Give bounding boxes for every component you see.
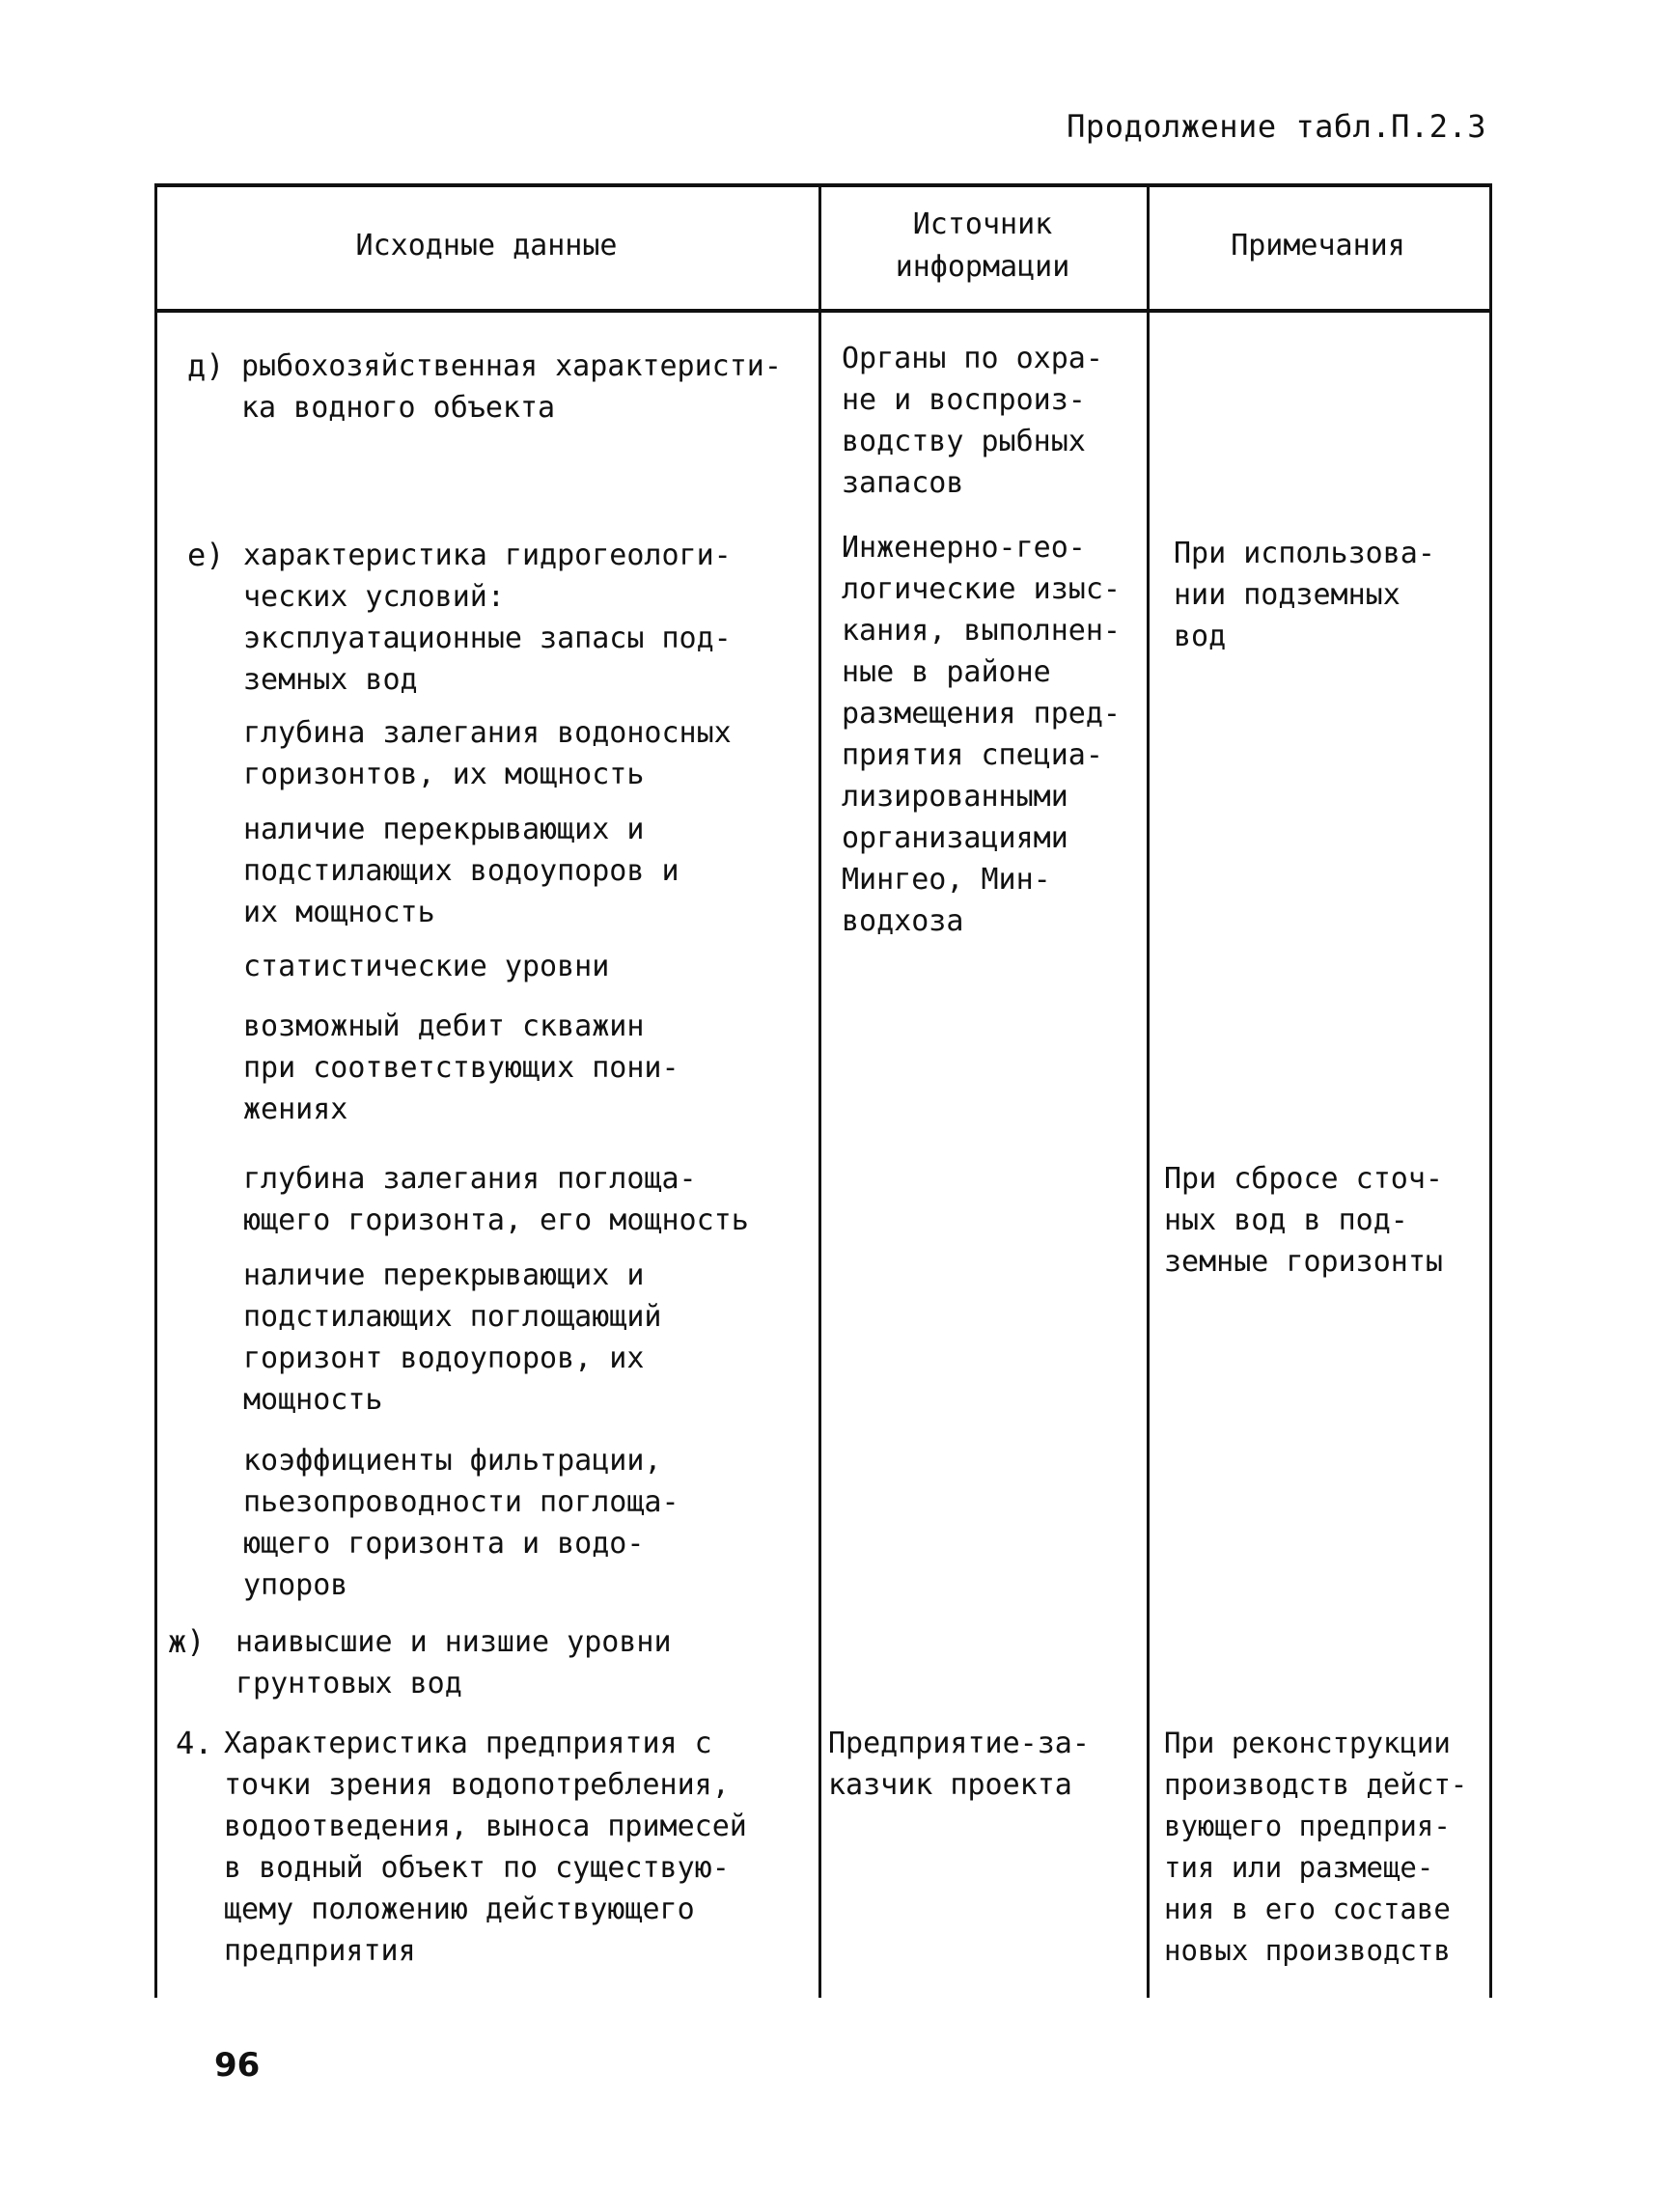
item-marker-zh: ж) (168, 1623, 206, 1660)
item-e-text-aquitards: наличие перекрывающих и подстилающих водоупоров и их мощность (243, 813, 679, 929)
item-marker-e: е) (187, 537, 225, 573)
item-zh-text: наивысшие и низшие уровни грунтовых вод (236, 1625, 672, 1700)
table-caption: Продолжение табл.П.2.3 (1067, 108, 1486, 145)
table-right-border (1489, 183, 1492, 1998)
header-information-source: Источник информации (895, 207, 1070, 284)
item-e-text-absorbing-horizon-depth: глубина залегания поглоща- ющего горизонта, его мощность (243, 1162, 749, 1237)
header-notes: Примечания (1231, 229, 1405, 263)
item-4-text: Характеристика предприятия с точки зрения водопотребления, водоотведения, выноса примесей в водный объект по существую- щему положению действующего предприятия (224, 1727, 747, 1968)
item-d-source: Органы по охра- не и воспроиз- водству рыбных запасов (842, 342, 1103, 500)
item-4-note: При реконструкции производств дейст- вующего предприя- тия или размеще- ния в его составе новых производств (1164, 1727, 1468, 1967)
item-d-text: рыбохозяйственная характеристи- ка водного объекта (241, 349, 782, 425)
item-e-text-aquifer-depth: глубина залегания водоносных горизонтов, их мощность (243, 716, 732, 791)
item-e-text-filtration-coefficients: коэффициенты фильтрации, пьезопроводности поглоща- ющего горизонта и водо- упоров (243, 1444, 679, 1602)
column-divider-1 (818, 183, 821, 1998)
table-top-border (154, 183, 1492, 187)
page-number: 96 (214, 2046, 261, 2085)
item-e-text-static-levels: статистические уровни (243, 950, 610, 983)
column-divider-2 (1147, 183, 1150, 1998)
item-4-source: Предприятие-за- казчик проекта (828, 1727, 1090, 1802)
table-left-border (154, 183, 157, 1998)
data-table (154, 183, 1492, 1998)
item-e-text-well-yield: возможный дебит скважин при соответствующих пони- жениях (243, 1009, 679, 1126)
header-source-data: Исходные данные (355, 229, 618, 263)
item-e-text-absorbing-aquitards: наличие перекрывающих и подстилающих поглощающий горизонт водоупоров, их мощность (243, 1258, 662, 1417)
item-marker-d: д) (187, 347, 225, 384)
header-bottom-border (154, 309, 1492, 313)
item-marker-4: 4. (176, 1725, 213, 1761)
item-e-note-wastewater-discharge: При сбросе сточ- ных вод в под- земные горизонты (1164, 1162, 1443, 1279)
item-e-source: Инженерно-гео- логические изыс- кания, выполнен- ные в районе размещения пред- приятия специа- лизированными организациями Мингео, Мин- водхоза (842, 531, 1121, 938)
item-e-text-groundwater-reserves: характеристика гидрогеологи- ческих условий: эксплуатационные запасы под- земных вод (243, 539, 732, 697)
item-e-note-groundwater-use: При использова- нии подземных вод (1174, 537, 1435, 653)
